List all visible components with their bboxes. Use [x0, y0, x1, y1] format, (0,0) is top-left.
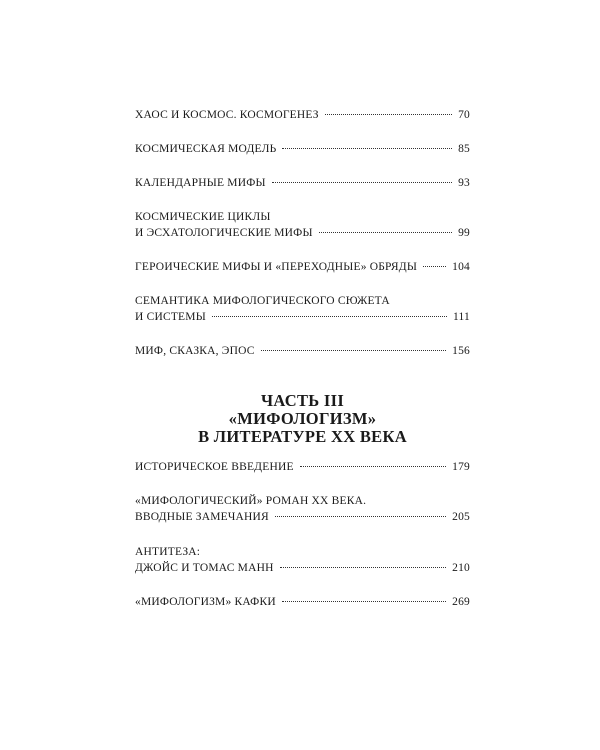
part-heading-line-1: ЧАСТЬ III: [260, 391, 345, 410]
toc-entry-page: 156: [452, 345, 470, 357]
leader-dots: [212, 316, 447, 317]
toc-entry-kafka: [135, 594, 470, 610]
leader-dots: [280, 567, 447, 568]
leader-dots: [282, 148, 452, 149]
toc-entry-title: «МИФОЛОГИЗМ» КАФКИ: [135, 596, 276, 608]
toc-entry-title: ГЕРОИЧЕСКИЕ МИФЫ И «ПЕРЕХОДНЫЕ» ОБРЯДЫ: [135, 261, 418, 273]
toc-entry-historical-intro: [135, 459, 470, 475]
toc-entry-title: ХАОС И КОСМОС. КОСМОГЕНЕЗ: [135, 109, 319, 121]
toc-entry-title: МИФ, СКАЗКА, ЭПОС: [135, 345, 255, 357]
toc-entry-antithesis: [135, 544, 470, 576]
toc-entry-page: 179: [452, 461, 470, 473]
toc-entry-title: КОСМИЧЕСКАЯ МОДЕЛЬ: [135, 143, 277, 155]
toc-entry-page: 93: [458, 177, 470, 189]
toc-entry-myth-tale-epic: [135, 343, 470, 359]
toc-entry-page: 70: [458, 109, 470, 121]
toc-entry-page: 205: [452, 511, 470, 523]
leader-dots: [423, 266, 446, 267]
leader-dots: [261, 350, 447, 351]
part-heading: [135, 392, 470, 446]
leader-dots: [325, 114, 452, 115]
toc-entry-chaos-cosmos: [135, 107, 470, 123]
toc-entry-page: 269: [452, 596, 470, 608]
toc-entry-page: 104: [452, 261, 470, 273]
toc-entry-page: 111: [453, 311, 470, 323]
toc-entry-cosmic-model: [135, 141, 470, 157]
toc-entry-page: 85: [458, 143, 470, 155]
toc-entry-heroic-myths: [135, 259, 470, 275]
toc-entry-semantics: [135, 293, 470, 325]
toc-entry-title: ВВОДНЫЕ ЗАМЕЧАНИЯ: [135, 511, 269, 523]
leader-dots: [300, 466, 446, 467]
toc-entry-title-line: СЕМАНТИКА МИФОЛОГИЧЕСКОГО СЮЖЕТА: [135, 295, 390, 307]
toc-entry-calendar-myths: [135, 175, 470, 191]
toc-entry-cosmic-cycles: [135, 209, 470, 241]
toc-entry-title-line: КОСМИЧЕСКИЕ ЦИКЛЫ: [135, 211, 271, 223]
toc-entry-title: И ЭСХАТОЛОГИЧЕСКИЕ МИФЫ: [135, 227, 313, 239]
leader-dots: [319, 232, 452, 233]
toc-entry-page: 99: [458, 227, 470, 239]
toc-entry-title: КАЛЕНДАРНЫЕ МИФЫ: [135, 177, 266, 189]
part-heading-line-2: «МИФОЛОГИЗМ»: [228, 409, 377, 428]
leader-dots: [275, 516, 446, 517]
toc-entry-title: ИСТОРИЧЕСКОЕ ВВЕДЕНИЕ: [135, 461, 294, 473]
toc-entry-title: ДЖОЙС И ТОМАС МАНН: [135, 562, 274, 574]
toc-entry-mythological-novel: [135, 493, 470, 525]
leader-dots: [272, 182, 452, 183]
part-heading-line-3: В ЛИТЕРАТУРЕ XX ВЕКА: [198, 427, 407, 446]
toc-entry-title-line: АНТИТЕЗА:: [135, 546, 201, 558]
toc-entry-page: 210: [452, 562, 470, 574]
toc-entry-title: И СИСТЕМЫ: [135, 311, 206, 323]
leader-dots: [282, 601, 446, 602]
toc-entry-title-line: «МИФОЛОГИЧЕСКИЙ» РОМАН XX ВЕКА.: [135, 495, 367, 507]
